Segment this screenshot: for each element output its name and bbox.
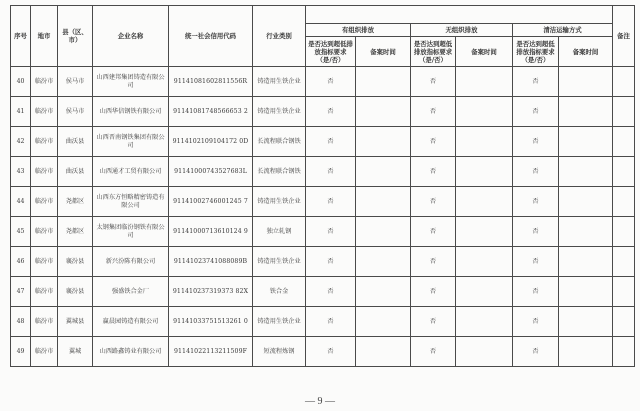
cell-unorg-time [456,217,513,247]
cell-trans-time [559,97,613,127]
cell-seq: 48 [11,307,31,337]
cell-remarks [613,337,635,367]
cell-org-time [356,97,411,127]
cell-remarks [613,187,635,217]
cell-company: 山西华信钢铁有限公司 [93,97,169,127]
cell-city: 临汾市 [31,247,58,277]
cell-unorg-time [456,277,513,307]
cell-credit-code: 9114102109104172 0D [169,127,253,157]
cell-county: 翼城县 [58,307,93,337]
cell-remarks [613,97,635,127]
cell-trans-meets: 否 [513,337,559,367]
cell-seq: 46 [11,247,31,277]
header-industry: 行业类别 [253,6,306,67]
cell-org-time [356,307,411,337]
cell-city: 临汾市 [31,187,58,217]
cell-credit-code: 91141033751513261 0 [169,307,253,337]
cell-trans-meets: 否 [513,277,559,307]
cell-city: 临汾市 [31,217,58,247]
table-body [11,67,635,367]
cell-unorg-meets: 否 [411,97,456,127]
header-transport: 清洁运输方式 [513,24,613,37]
header-seq: 序号 [11,6,31,67]
cell-org-time [356,67,411,97]
table-row [11,127,635,157]
cell-industry: 铸造用生铁企业 [253,97,306,127]
cell-city: 临汾市 [31,67,58,97]
cell-city: 临汾市 [31,127,58,157]
cell-unorg-meets: 否 [411,157,456,187]
table-row [11,67,635,97]
cell-org-time [356,337,411,367]
cell-trans-time [559,187,613,217]
cell-county: 曲沃县 [58,127,93,157]
header-unorganized: 无组织排放 [411,24,513,37]
cell-industry: 独立轧钢 [253,217,306,247]
cell-org-time [356,277,411,307]
table-row [11,157,635,187]
cell-seq: 47 [11,277,31,307]
cell-org-meets: 否 [306,67,356,97]
cell-seq: 41 [11,97,31,127]
cell-seq: 49 [11,337,31,367]
cell-org-time [356,217,411,247]
cell-org-time [356,187,411,217]
cell-org-meets: 否 [306,337,356,367]
cell-trans-meets: 否 [513,187,559,217]
cell-org-time [356,157,411,187]
cell-company: 强盛铁合金厂 [93,277,169,307]
cell-unorg-meets: 否 [411,247,456,277]
header-trans-time: 备案时间 [559,37,613,67]
cell-county: 侯马市 [58,97,93,127]
cell-credit-code: 91141000713610124 9 [169,217,253,247]
cell-credit-code: 91141023741088089B [169,247,253,277]
cell-remarks [613,127,635,157]
header-org-meets: 是否达到超低排放指标要求（是/否） [306,37,356,67]
cell-industry: 铸造用生铁企业 [253,247,306,277]
cell-company: 山西晋南钢铁集团有限公司 [93,127,169,157]
cell-remarks [613,307,635,337]
cell-trans-meets: 否 [513,67,559,97]
cell-unorg-meets: 否 [411,187,456,217]
cell-unorg-meets: 否 [411,127,456,157]
cell-county: 尧都区 [58,187,93,217]
cell-remarks [613,247,635,277]
cell-org-meets: 否 [306,307,356,337]
cell-trans-time [559,127,613,157]
table-row [11,337,635,367]
header-remarks: 备注 [613,6,635,67]
cell-trans-time [559,217,613,247]
cell-credit-code: 91141081748566653 2 [169,97,253,127]
cell-city: 临汾市 [31,97,58,127]
cell-trans-meets: 否 [513,127,559,157]
cell-seq: 45 [11,217,31,247]
header-credit-code: 统一社会信用代码 [169,6,253,67]
cell-industry: 铸造用生铁企业 [253,67,306,97]
cell-industry: 铸造用生铁企业 [253,307,306,337]
cell-org-meets: 否 [306,187,356,217]
cell-seq: 42 [11,127,31,157]
cell-unorg-time [456,247,513,277]
cell-seq: 43 [11,157,31,187]
cell-industry: 铸造用生铁企业 [253,187,306,217]
cell-seq: 40 [11,67,31,97]
table-row [11,217,635,247]
cell-company: 山西建邦集团铸造有限公司 [93,67,169,97]
cell-company: 山西路鑫铸业有限公司 [93,337,169,367]
cell-city: 临汾市 [31,307,58,337]
cell-unorg-meets: 否 [411,307,456,337]
cell-seq: 44 [11,187,31,217]
cell-county: 襄汾县 [58,277,93,307]
cell-industry: 长流程联合钢铁 [253,157,306,187]
cell-credit-code: 91141081602811556R [169,67,253,97]
cell-unorg-time [456,157,513,187]
table-row [11,187,635,217]
cell-org-meets: 否 [306,277,356,307]
table-row [11,277,635,307]
cell-county: 侯马市 [58,67,93,97]
cell-trans-meets: 否 [513,157,559,187]
cell-org-meets: 否 [306,247,356,277]
cell-unorg-meets: 否 [411,277,456,307]
header-unorg-time: 备案时间 [456,37,513,67]
cell-trans-meets: 否 [513,307,559,337]
header-org-time: 备案时间 [356,37,411,67]
cell-credit-code: 91141002746001245 7 [169,187,253,217]
cell-trans-meets: 否 [513,217,559,247]
header-organized: 有组织排放 [306,24,411,37]
cell-org-meets: 否 [306,217,356,247]
cell-industry: 长流程联合钢铁 [253,127,306,157]
cell-company: 新兴汾陈有限公司 [93,247,169,277]
cell-trans-time [559,337,613,367]
cell-county: 尧都区 [58,217,93,247]
cell-org-meets: 否 [306,157,356,187]
cell-credit-code: 911410237319373 82X [169,277,253,307]
page-number: — 9 — [305,396,335,407]
cell-org-time [356,127,411,157]
cell-unorg-meets: 否 [411,67,456,97]
cell-city: 临汾市 [31,277,58,307]
cell-city: 临汾市 [31,337,58,367]
cell-trans-time [559,67,613,97]
cell-industry: 短流程炼钢 [253,337,306,367]
cell-unorg-time [456,307,513,337]
cell-trans-time [559,307,613,337]
header-blank-group [306,6,613,24]
cell-county: 襄汾县 [58,247,93,277]
header-unorg-meets: 是否达到超低排放指标要求（是/否） [411,37,456,67]
cell-county: 曲沃县 [58,157,93,187]
cell-unorg-time [456,337,513,367]
cell-unorg-time [456,67,513,97]
cell-credit-code: 91141000743527683L [169,157,253,187]
table-row [11,247,635,277]
cell-unorg-time [456,97,513,127]
cell-trans-meets: 否 [513,247,559,277]
cell-trans-time [559,157,613,187]
table-row [11,307,635,337]
cell-org-meets: 否 [306,127,356,157]
cell-unorg-meets: 否 [411,337,456,367]
cell-remarks [613,217,635,247]
cell-unorg-time [456,127,513,157]
cell-industry: 铁合金 [253,277,306,307]
cell-company: 山西通才工贸有限公司 [93,157,169,187]
cell-remarks [613,277,635,307]
cell-remarks [613,157,635,187]
cell-credit-code: 91141022113211509F [169,337,253,367]
cell-company: 太钢集团临汾钢铁有限公司 [93,217,169,247]
cell-city: 临汾市 [31,157,58,187]
cell-company: 山西东方恒略精密铸造有限公司 [93,187,169,217]
header-trans-meets: 是否达到超低排放指标要求（是/否） [513,37,559,67]
cell-trans-time [559,247,613,277]
cell-county: 翼城 [58,337,93,367]
cell-trans-time [559,277,613,307]
cell-unorg-meets: 否 [411,217,456,247]
cell-org-meets: 否 [306,97,356,127]
header-county: 县（区、市） [58,6,93,67]
cell-trans-meets: 否 [513,97,559,127]
cell-remarks [613,67,635,97]
cell-unorg-time [456,187,513,217]
header-company: 企业名称 [93,6,169,67]
header-city: 地市 [31,6,58,67]
enterprise-table [10,5,635,367]
table-row [11,97,635,127]
cell-org-time [356,247,411,277]
cell-company: 赢晨园铸造有限公司 [93,307,169,337]
